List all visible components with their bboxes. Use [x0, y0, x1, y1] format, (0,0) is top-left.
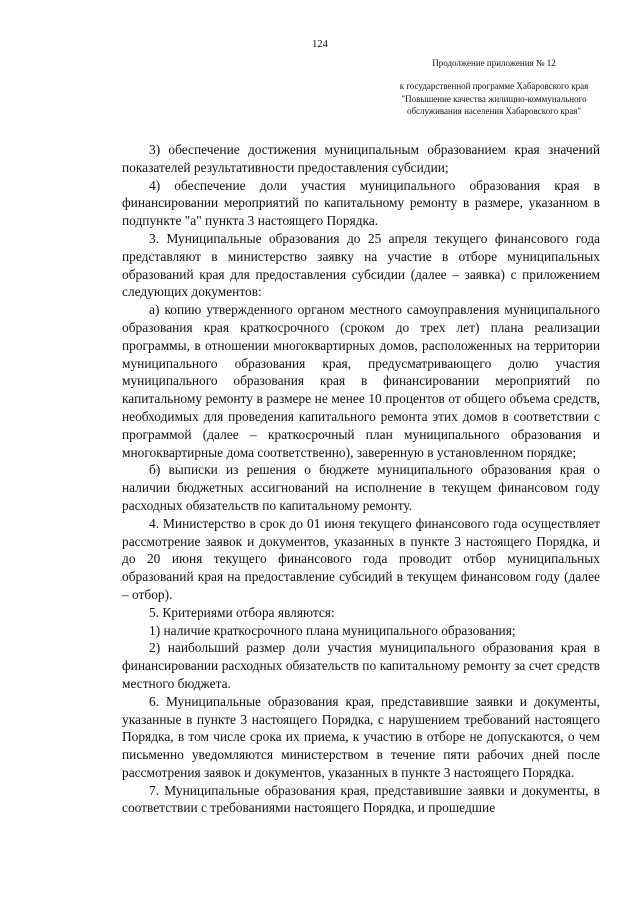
paragraph: 1) наличие краткосрочного плана муниципального образования; — [149, 622, 516, 638]
paragraph: 6. Муниципальные образования края, представившие заявки и документы, указанные в пункте 3 настоящего Порядка, с нарушением требований настоящего Порядка, в том числе срока их приема, к участию в отборе не допускаются, о чем письменно уведомляются министерством в течение пяти рабочих дней после рассмотрения заявок и документов, указанных в пункте 3 настоящего Порядка. — [122, 693, 600, 780]
paragraph: 3) обеспечение достижения муниципальным образованием края значений показателей результативности предоставления субсидии; — [122, 142, 600, 175]
appendix-header — [378, 57, 610, 118]
paragraph: 4) обеспечение доли участия муниципального образования края в финансировании мероприятий по капитальному ремонту в размере, указанном в подпункте "а" пункта 3 настоящего Порядка. — [122, 177, 600, 229]
paragraph: 2) наибольший размер доли участия муниципального образования края в финансировании расходных обязательств по капитальному ремонту за счет средств местного бюджета. — [122, 640, 600, 691]
appendix-subtitle: к государственной программе Хабаровского края "Повышение качества жилищно-коммунального обслуживания населения Хабаровского края" — [399, 81, 589, 117]
paragraph: 5. Критериями отбора являются: — [149, 604, 335, 620]
paragraph: 4. Министерство в срок до 01 июня текущего финансового года осуществляет рассмотрение заявок и документов, указанных в пункте 3 настоящего Порядка, и до 20 июня текущего финансового года проводит отбор муниципальных образований края на предоставление субсидий в текущем финансовом году (далее – отбор). — [122, 515, 600, 602]
appendix-title: Продолжение приложения № 12 — [432, 58, 556, 68]
paragraph: 7. Муниципальные образования края, представившие заявки и документы, в соответствии с требованиями настоящего Порядка, и прошедшие — [122, 782, 600, 816]
paragraph: б) выписки из решения о бюджете муниципального образования края о наличии бюджетных ассигнований на исполнение в текущем финансовом году расходных обязательств по капитальному ремонту. — [122, 462, 600, 513]
paragraph: а) копию утвержденного органом местного самоуправления муниципального образования края краткосрочного (сроком до трех лет) плана реализации программы, в отношении многоквартирных домов, расположенных на территории муниципального образования края, предусматривающего долю участия муниципального образования края в финансировании мероприятий по капитальному ремонту в размере не менее 10 процентов от общего объема средств, необходимых для проведения капитального ремонта этих домов в соответствии с программой (далее – краткосрочный план муниципального образования и многоквартирные дома соответственно), заверенную в установленном порядке; — [122, 302, 600, 460]
paragraph: 3. Муниципальные образования до 25 апреля текущего финансового года представляют в министерство заявку на участие в отборе муниципальных образований края для предоставления субсидии (далее – заявка) с приложением следующих документов: — [122, 230, 600, 300]
document-body — [122, 141, 600, 817]
page-number: 124 — [312, 39, 328, 50]
